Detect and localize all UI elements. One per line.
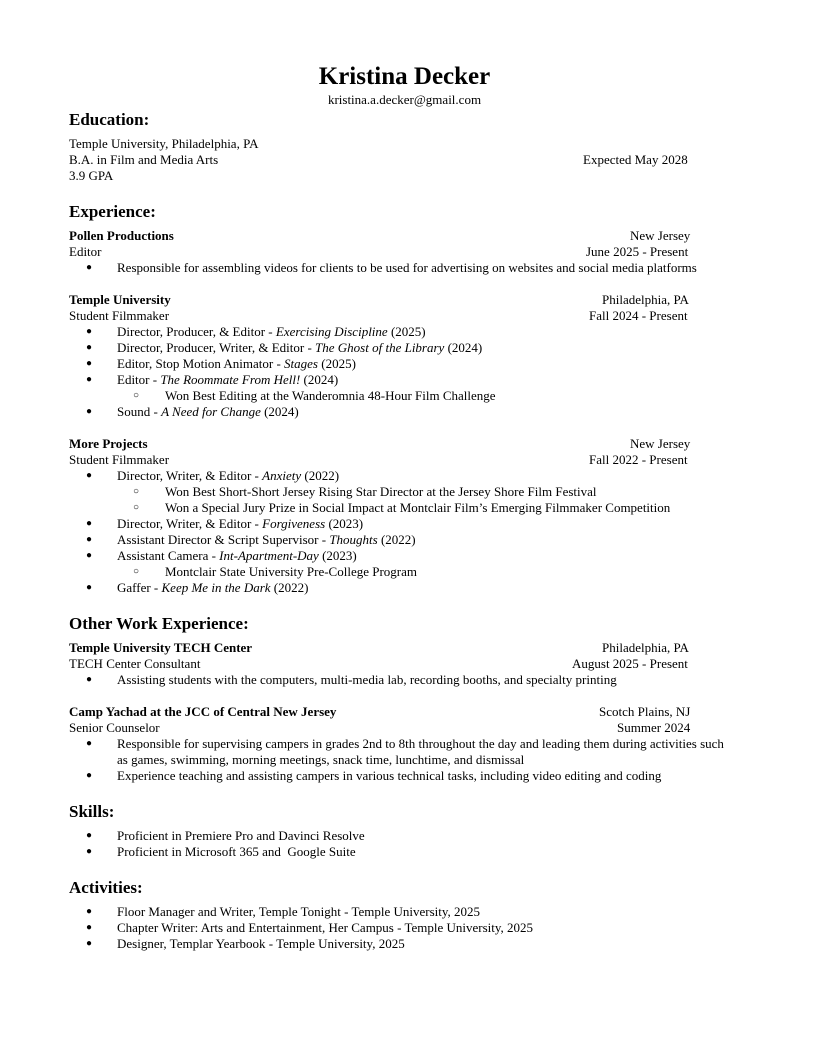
job-org: Temple University TECH Center — [69, 640, 253, 655]
job-header — [69, 436, 749, 452]
bullet-item: ● Assisting students with the computers, multi-media lab, recording booths, and specialty printing — [86, 672, 617, 687]
sub-bullet-item: ○ Won Best Editing at the Wanderomnia 48-Hour Film Challenge — [133, 388, 496, 403]
activity-item: ● Designer, Templar Yearbook - Temple University, 2025 — [86, 936, 405, 951]
activities-heading: Activities: — [69, 878, 143, 897]
circle-bullet-icon: ○ — [133, 486, 140, 497]
activity-item: ● Floor Manager and Writer, Temple Tonight - Temple University, 2025 — [86, 904, 481, 919]
bullet-icon: ● — [86, 674, 93, 685]
job-location: New Jersey — [630, 436, 691, 451]
bullet-icon: ● — [86, 326, 93, 337]
bullet-icon: ● — [86, 374, 93, 385]
bullet-item: ● Director, Producer, Writer, & Editor - The Ghost of the Library (2024) — [86, 340, 483, 355]
job-dates: August 2025 - Present — [572, 656, 688, 671]
bullet-icon: ● — [86, 534, 93, 545]
bullet-icon: ● — [86, 518, 93, 529]
circle-bullet-icon: ○ — [133, 566, 140, 577]
contact-email: kristina.a.decker@gmail.com — [327, 92, 482, 107]
bullet-item: ● Director, Writer, & Editor - Forgiveness (2023) — [86, 516, 364, 531]
bullet-icon: ● — [86, 470, 93, 481]
bullet-icon: ● — [86, 582, 93, 593]
bullet-icon: ● — [86, 922, 93, 933]
job-role-line — [69, 244, 749, 260]
job-location: New Jersey — [630, 228, 691, 243]
education-gpa: 3.9 GPA — [69, 168, 114, 183]
education-school: Temple University, Philadelphia, PA — [69, 136, 259, 151]
bullet-icon: ● — [86, 938, 93, 949]
bullet-icon: ● — [86, 846, 93, 857]
bullet-icon: ● — [86, 262, 93, 273]
job-dates: Fall 2022 - Present — [589, 452, 688, 467]
activity-item: ● Chapter Writer: Arts and Entertainment, Her Campus - Temple University, 2025 — [86, 920, 534, 935]
sub-bullet-item: ○ Won Best Short-Short Jersey Rising Star Director at the Jersey Shore Film Festival — [133, 484, 597, 499]
bullet-item: ● Sound - A Need for Change (2024) — [86, 404, 299, 419]
circle-bullet-icon: ○ — [133, 390, 140, 401]
job-dates: June 2025 - Present — [586, 244, 689, 259]
bullet-icon: ● — [86, 906, 93, 917]
bullet-item: ● Experience teaching and assisting campers in various technical tasks, including video editing and coding — [86, 768, 662, 783]
education-heading: Education: — [69, 110, 150, 129]
education-degree: B.A. in Film and Media Arts Expected May 2028 — [69, 152, 688, 167]
bullet-item: ● Assistant Camera - Int-Apartment-Day (2023) — [86, 548, 357, 563]
bullet-item: ● Director, Writer, & Editor - Anxiety (2022) — [86, 468, 340, 483]
sub-bullet-item: ○ Won a Special Jury Prize in Social Impact at Montclair Film’s Emerging Filmmaker Competition — [133, 500, 671, 515]
job-header — [69, 704, 749, 720]
bullet-item: ● Responsible for supervising campers in grades 2nd to 8th throughout the day and leading them during activities such as games, swimming, morning meetings, snack time, lunchtime, and dismissal — [86, 736, 724, 767]
bullet-item: ● Editor, Stop Motion Animator - Stages (2025) — [86, 356, 356, 371]
bullet-icon: ● — [86, 550, 93, 561]
job-header — [69, 292, 749, 308]
bullet-icon: ● — [86, 342, 93, 353]
bullet-item: ● Responsible for assembling videos for clients to be used for advertising on websites and social media platforms — [86, 260, 697, 275]
job-location: Scotch Plains, NJ — [599, 704, 691, 719]
experience-heading: Experience: — [69, 202, 156, 221]
job-org: Camp Yachad at the JCC of Central New Jersey — [69, 704, 337, 719]
job-header — [69, 640, 749, 656]
job-role: Student Filmmaker — [69, 308, 170, 323]
job-location: Philadelphia, PA — [602, 640, 689, 655]
job-org: Temple University — [69, 292, 171, 307]
job-org: Pollen Productions — [69, 228, 174, 243]
bullet-item: ● Assistant Director & Script Supervisor - Thoughts (2022) — [86, 532, 416, 547]
bullet-item: ● Director, Producer, & Editor - Exercising Discipline (2025) — [86, 324, 426, 339]
job-role: Student Filmmaker — [69, 452, 170, 467]
resume-page — [69, 62, 749, 952]
job-role: TECH Center Consultant — [69, 656, 201, 671]
job-role-line — [69, 308, 749, 324]
bullet-icon: ● — [86, 358, 93, 369]
job-org: More Projects — [69, 436, 148, 451]
job-role-line — [69, 452, 749, 468]
skills-heading: Skills: — [69, 802, 115, 821]
job-role: Senior Counselor — [69, 720, 160, 735]
circle-bullet-icon: ○ — [133, 502, 140, 513]
job-role-line — [69, 656, 749, 672]
job-location: Philadelphia, PA — [602, 292, 689, 307]
bullet-item: ● Editor - The Roommate From Hell! (2024) — [86, 372, 339, 387]
sub-bullet-item: ○ Montclair State University Pre-College Program — [133, 564, 418, 579]
education-expected-date: Expected May 2028 — [583, 152, 688, 167]
bullet-icon: ● — [86, 738, 93, 749]
skill-item: ● Proficient in Microsoft 365 and Google Suite — [86, 844, 356, 859]
job-role-line — [69, 720, 749, 736]
bullet-item: ● Gaffer - Keep Me in the Dark (2022) — [86, 580, 309, 595]
job-dates: Fall 2024 - Present — [589, 308, 688, 323]
resume-name: Kristina Decker — [318, 63, 491, 90]
bullet-icon: ● — [86, 830, 93, 841]
other-work-heading: Other Work Experience: — [69, 614, 249, 633]
bullet-icon: ● — [86, 406, 93, 417]
job-dates: Summer 2024 — [617, 720, 691, 735]
job-header — [69, 228, 749, 244]
skill-item: ● Proficient in Premiere Pro and Davinci Resolve — [86, 828, 365, 843]
bullet-icon: ● — [86, 770, 93, 781]
job-role: Editor — [69, 244, 102, 259]
